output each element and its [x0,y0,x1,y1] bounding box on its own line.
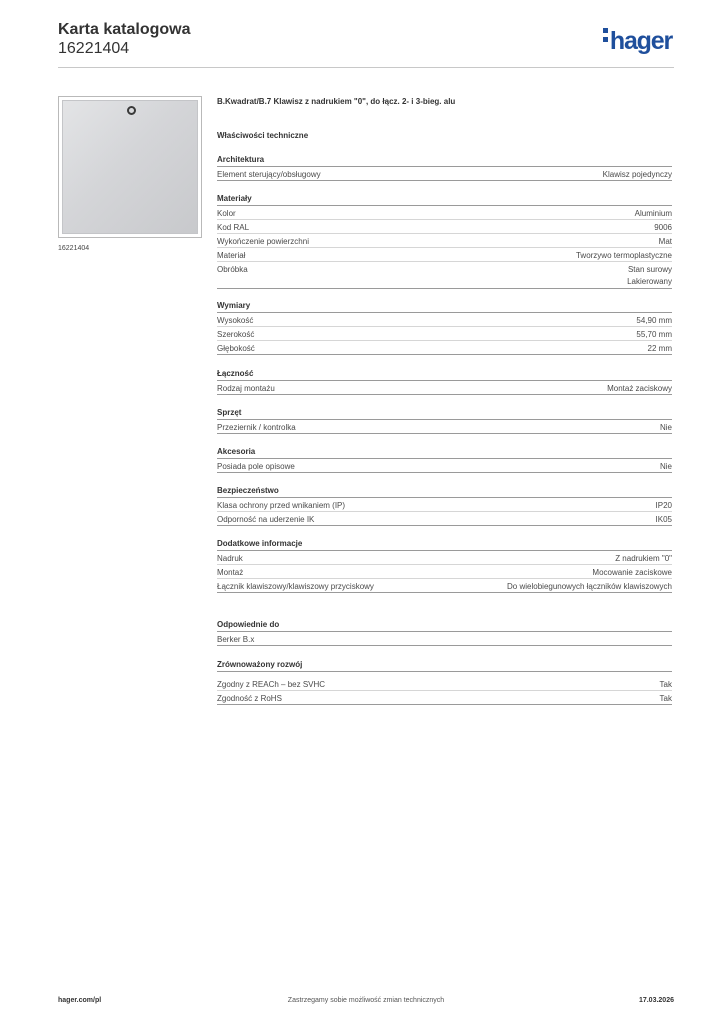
spec-value: Mocowanie zaciskowe [592,568,672,577]
spec-row [217,420,672,434]
section-sustainability [217,659,672,705]
section-title: Sprzęt [217,407,672,420]
zero-print-icon [127,106,136,115]
spec-row [217,234,672,248]
spec-value: 22 mm [647,344,672,353]
spec-value-multi [627,264,672,288]
footer-website-link[interactable]: hager.com/pl [58,997,102,1004]
spec-row [217,498,672,512]
spec-row [217,167,672,181]
spec-value: Stan surowy [627,265,672,274]
spec-label: Kod RAL [217,223,250,232]
spec-label: Wysokość [217,316,254,325]
spec-label: Nadruk [217,554,243,563]
spec-value: Do wielobiegunowych łączników klawiszowych [507,582,672,591]
footer-date: 17.03.2026 [638,997,674,1004]
product-image [62,100,198,234]
section-accessories [217,446,672,473]
section-materials [217,193,672,289]
section-title: Akcesoria [217,446,672,459]
technical-properties-heading: Właściwości techniczne [217,131,309,140]
spec-label: Zgodny z REACh – bez SVHC [217,680,326,689]
spec-value: 9006 [654,223,672,232]
spec-row [217,262,672,289]
spec-row [217,565,672,579]
product-image-frame [58,96,202,238]
spec-label: Element sterujący/obsługowy [217,170,321,179]
spec-label: Berker B.x [217,635,255,644]
spec-row [217,691,672,705]
spec-row [217,512,672,526]
section-title: Dodatkowe informacje [217,538,672,551]
section-title: Odpowiednie do [217,619,672,632]
spec-value: Aluminium [634,209,672,218]
section-dimensions [217,300,672,355]
header-divider [58,67,674,68]
spec-row [217,677,672,691]
spec-value: Tworzywo termoplastyczne [575,251,672,260]
spec-label: Szerokość [217,330,255,339]
spec-label: Klasa ochrony przed wnikaniem (IP) [217,501,346,510]
spec-label: Głębokość [217,344,255,353]
section-title: Wymiary [217,300,672,313]
spec-label: Przeziernik / kontrolka [217,423,296,432]
spec-value: Lakierowany [627,277,672,286]
section-architecture [217,154,672,181]
logo-dots-icon [603,28,608,46]
spec-value: Nie [659,462,672,471]
spec-value: Nie [659,423,672,432]
spec-value: 54,90 mm [636,316,672,325]
spec-label: Posiada pole opisowe [217,462,295,471]
spec-label: Kolor [217,209,236,218]
spec-label: Materiał [217,251,246,260]
spec-label: Odporność na uderzenie IK [217,515,315,524]
spec-row [217,459,672,473]
spec-label: Zgodność z RoHS [217,694,282,703]
section-title: Bezpieczeństwo [217,485,672,498]
spec-row [217,632,672,646]
spec-label: Łącznik klawiszowy/klawiszowy przyciskowy [217,582,374,591]
document-code: 16221404 [58,40,130,57]
section-title: Architektura [217,154,672,167]
product-description: B.Kwadrat/B.7 Klawisz z nadrukiem "0", do łącz. 2- i 3-bieg. alu [217,97,456,106]
spec-value: Montaż zaciskowy [607,384,672,393]
page-footer [58,997,674,1009]
section-title: Łączność [217,368,672,381]
section-title: Materiały [217,193,672,206]
spec-row [217,206,672,220]
spec-row [217,313,672,327]
spec-value: Tak [659,694,672,703]
section-suitable-for [217,619,672,646]
spec-value: IK05 [655,515,672,524]
spec-value: Klawisz pojedynczy [602,170,672,179]
section-title: Zrównoważony rozwój [217,659,672,672]
spec-value: IP20 [655,501,672,510]
spec-label: Obróbka [217,265,248,274]
section-hardware [217,407,672,434]
spec-value: 55,70 mm [636,330,672,339]
spec-row [217,381,672,395]
section-safety [217,485,672,526]
image-caption: 16221404 [58,245,90,252]
footer-disclaimer: Zastrzegamy sobie możliwość zmian technicznych [287,997,445,1004]
spec-row [217,220,672,234]
spec-label: Montaż [217,568,244,577]
spec-value: Mat [658,237,672,246]
spec-row [217,327,672,341]
logo-text: hager [609,27,672,55]
spec-label: Rodzaj montażu [217,384,275,393]
section-connectivity [217,368,672,395]
spec-row [217,341,672,355]
spec-row [217,248,672,262]
spec-row [217,579,672,593]
spec-label: Wykończenie powierzchni [217,237,309,246]
spec-value: Z nadrukiem "0" [615,554,672,563]
hager-logo [603,27,672,55]
spec-value: Tak [659,680,672,689]
section-additional-info [217,538,672,593]
document-title: Karta katalogowa [58,21,191,38]
spec-row [217,551,672,565]
